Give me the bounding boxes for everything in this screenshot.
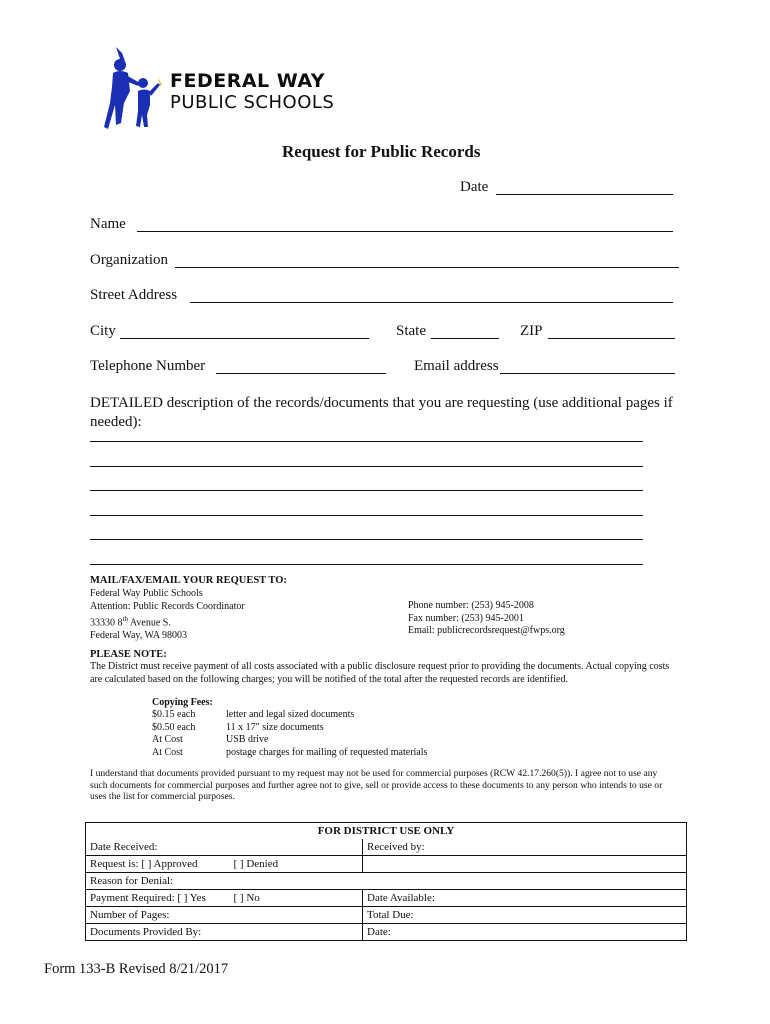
fee-desc: letter and legal sized documents [226,709,355,720]
district-heading: FOR DISTRICT USE ONLY [86,823,687,840]
denied-checkbox[interactable]: [ ] Denied [233,858,279,870]
agreement-text: I understand that documents provided pursuant to my request may not be used for commercial purposes (RCW 42.17.260(5)). I agree not to use any such documents for commercial purposes and further agree not to give, sell or provide access to these documents to any person who intends to use or uses the list for commercial purposes. [90,768,663,802]
received-by-cell[interactable]: Received by: [363,839,687,856]
number-of-pages-cell[interactable]: Number of Pages: [86,907,363,924]
email-field[interactable] [500,373,675,374]
total-due-cell[interactable]: Total Due: [363,907,687,924]
phone-number: Phone number: (253) 945-2008 [408,600,534,611]
name-label: Name [90,216,126,232]
description-line[interactable] [90,490,643,491]
state-field[interactable] [431,338,499,339]
organization-label: Organization [90,252,169,268]
fee-price: At Cost [152,746,183,758]
email-address[interactable]: Email: publicrecordsrequest@fwps.org [408,625,565,636]
city-label: City [90,323,116,339]
city-field[interactable] [120,338,369,339]
mail-heading: MAIL/FAX/EMAIL YOUR REQUEST TO: [90,575,287,586]
logo-subtitle: PUBLIC SCHOOLS [170,92,335,113]
description-line[interactable] [90,539,643,540]
note-text: The District must receive payment of all costs associated with a public disclosure request prior to providing the documents. Actual copying costs are calculated based on the following charges; you will be notified of the total after the requested records are identified. [90,661,670,685]
payment-required-cell[interactable] [86,890,363,907]
parent-and-child-figures-logo-icon [100,43,170,131]
form-id-footer: Form 133-B Revised 8/21/2017 [44,961,229,977]
description-line[interactable] [90,515,643,516]
reason-for-denial-cell[interactable]: Reason for Denial: [86,873,687,890]
empty-cell [363,856,687,873]
description-line[interactable] [90,466,643,467]
note-heading: PLEASE NOTE: [90,649,167,660]
mail-line-1: Federal Way Public Schools [90,588,203,599]
fee-price: $0.50 each [152,721,196,733]
mail-line-2: Attention: Public Records Coordinator [90,600,245,612]
telephone-label: Telephone Number [90,358,206,374]
zip-field[interactable] [548,338,675,339]
email-label: Email address [414,358,499,374]
page-title: Request for Public Records [282,142,481,161]
name-field[interactable] [137,231,673,232]
description-line[interactable] [90,441,643,442]
district-use-table [85,822,687,941]
fax-number: Fax number: (253) 945-2001 [408,612,524,624]
fee-desc: postage charges for mailing of requested materials [226,746,428,758]
description-line[interactable] [90,564,643,565]
description-label: DETAILED description of the records/documents that you are requesting (use additional pages if needed): [90,395,673,430]
date-field[interactable] [496,194,673,195]
state-label: State [396,323,426,339]
fees-prices [152,709,195,759]
logo-title: FEDERAL WAY [170,70,326,92]
district-logo [100,43,170,131]
request-status-cell[interactable] [86,856,363,873]
organization-field[interactable] [175,267,679,268]
contact-info [408,600,565,638]
fees-heading: Copying Fees: [152,697,213,708]
payment-yes-checkbox[interactable]: Payment Required: [ ] Yes [90,892,206,904]
fee-price: At Cost [152,734,183,745]
fee-desc: 11 x 17" size documents [226,721,324,733]
fee-desc: USB drive [226,734,269,745]
date-cell[interactable]: Date: [363,924,687,941]
approved-checkbox[interactable]: Request is: [ ] Approved [90,858,198,870]
fee-price: $0.15 each [152,709,196,720]
date-received-cell[interactable]: Date Received: [86,839,363,856]
telephone-field[interactable] [216,373,386,374]
payment-no-checkbox[interactable]: [ ] No [233,892,260,904]
mail-line-4: Federal Way, WA 98003 [90,629,188,641]
fees-descriptions [226,709,427,759]
street-address-field[interactable] [190,302,673,303]
zip-label: ZIP [520,323,543,339]
documents-provided-cell[interactable]: Documents Provided By: [86,924,363,941]
mail-line-3: 33330 8th Avenue S. [90,615,171,629]
date-label: Date [460,179,489,195]
street-address-label: Street Address [90,287,178,303]
mail-address [90,588,245,642]
date-available-cell[interactable]: Date Available: [363,890,687,907]
